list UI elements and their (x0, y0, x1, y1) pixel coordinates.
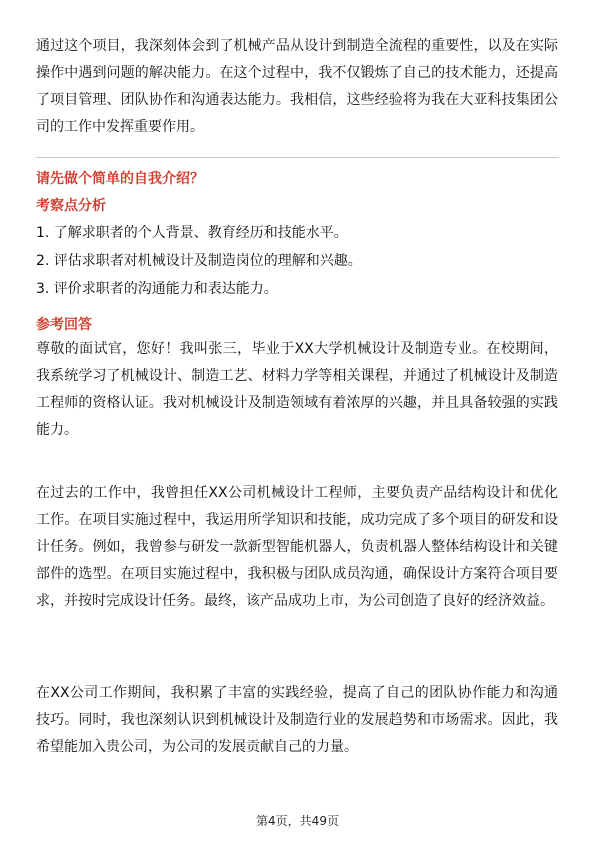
question-title: 请先做个简单的自我介绍？ (36, 171, 204, 187)
analysis-item-1: 1. 了解求职者的个人背景、教育经历和技能水平。 (36, 225, 348, 241)
answer-paragraph-1: 尊敬的面试官，您好！我叫张三，毕业于XX大学机械设计及制造专业。在校期间，我系统学习了机械设计、制造工艺、材料力学等相关课程，并通过了机械设计及制造工程师的资格认证。我对机械设计及制造领域有着浓厚的兴趣，并且具备较强的实践能力。 (36, 341, 558, 438)
page-number: 第4页，共49页 (256, 814, 339, 828)
answer-paragraph-2: 在过去的工作中，我曾担任XX公司机械设计工程师，主要负责产品结构设计和优化工作。在项目实施过程中，我运用所学知识和技能，成功完成了多个项目的研发和设计任务。例如，我曾参与研发一款新型智能机器人，负责机器人整体结构设计和关键部件的选型。在项目实施过程中，我积极与团队成员沟通，确保设计方案符合项目要求，并按时完成设计任务。最终，该产品成功上市，为公司创造了良好的经济效益。 (36, 485, 558, 609)
analysis-item-2: 2. 评估求职者对机械设计及制造岗位的理解和兴趣。 (36, 253, 362, 269)
analysis-heading: 考察点分析 (36, 198, 106, 214)
answer-paragraph-3: 在XX公司工作期间，我积累了丰富的实践经验，提高了自己的团队协作能力和沟通技巧。同时，我也深刻认识到机械设计及制造行业的发展趋势和市场需求。因此，我希望能加入贵公司，为公司的发展贡献自己的力量。 (36, 685, 558, 755)
analysis-item-3: 3. 评价求职者的沟通能力和表达能力。 (36, 281, 278, 297)
answer-heading: 参考回答 (36, 317, 92, 333)
intro-paragraph: 通过这个项目，我深刻体会到了机械产品从设计到制造全流程的重要性，以及在实际操作中遇到问题的解决能力。在这个过程中，我不仅锻炼了自己的技术能力，还提高了项目管理、团队协作和沟通表达能力。我相信，这些经验将为我在大亚科技集团公司的工作中发挥重要作用。 (36, 38, 558, 135)
section-divider (36, 157, 559, 158)
